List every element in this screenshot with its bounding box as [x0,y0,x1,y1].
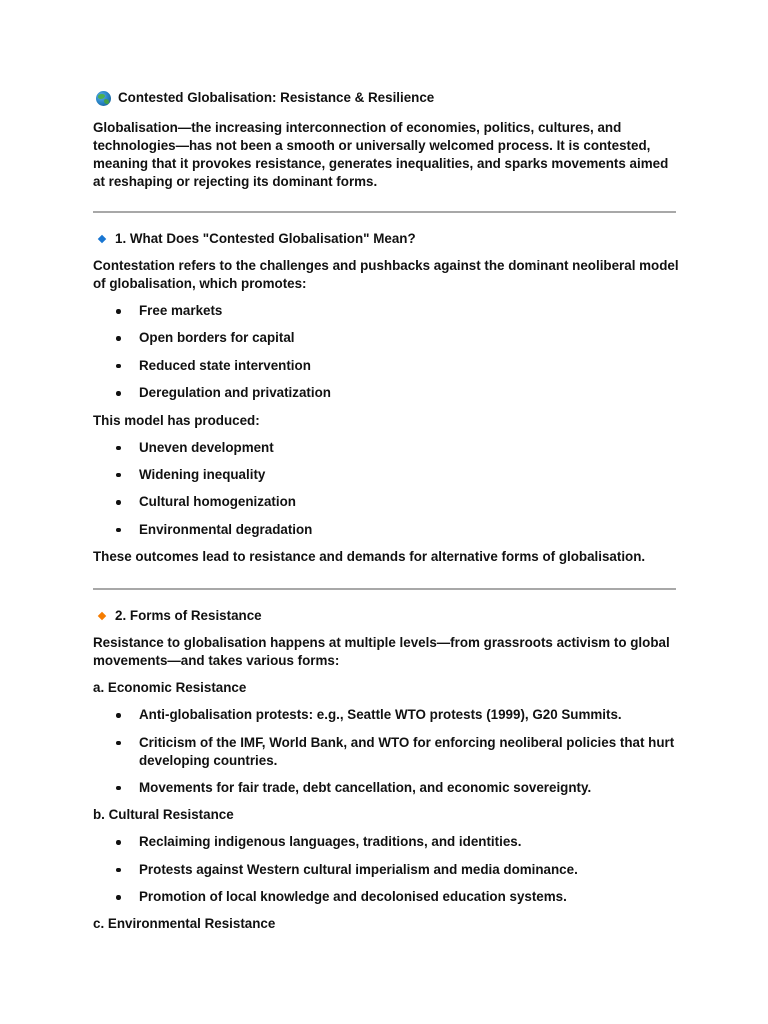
globe-icon [96,91,111,106]
list-item: Free markets [93,302,679,320]
list-item: Uneven development [93,439,679,457]
promotes-list [93,302,679,402]
economic-resistance-heading: a. Economic Resistance [93,680,247,696]
list-item: Protests against Western cultural imperialism and media dominance. [93,861,679,879]
section-divider [93,588,676,590]
blue-diamond-icon [98,235,106,243]
list-item: Cultural homogenization [93,493,679,511]
economic-list [93,706,679,797]
list-item: Anti-globalisation protests: e.g., Seattle WTO protests (1999), G20 Summits. [93,706,679,724]
list-item: Promotion of local knowledge and decolonised education systems. [93,888,679,906]
list-item: Deregulation and privatization [93,384,679,402]
section1-heading-row [93,230,679,248]
intro-paragraph: Globalisation—the increasing interconnection of economies, politics, cultures, and technologies—has not been a smooth or universally welcomed process. It is contested, meaning that it provokes resistance, generates inequalities, and sparks movements aimed at reshaping or rejecting its dominant forms. [93,120,669,189]
list-item: Reclaiming indigenous languages, traditions, and identities. [93,833,679,851]
document-title-row [93,88,679,108]
orange-diamond-icon [98,612,106,620]
list-item: Environmental degradation [93,521,679,539]
document-content [93,88,679,942]
list-item: Widening inequality [93,466,679,484]
list-item: Movements for fair trade, debt cancellation, and economic sovereignty. [93,779,679,797]
section1-paragraph-2: This model has produced: [93,412,260,428]
section2-heading: 2. Forms of Resistance [115,608,262,624]
cultural-list [93,833,679,906]
document-title: Contested Globalisation: Resistance & Resilience [118,90,435,105]
section1-heading: 1. What Does "Contested Globalisation" Mean? [115,231,416,246]
section2-heading-row [93,607,679,625]
produced-list [93,439,679,539]
list-item: Reduced state intervention [93,357,679,375]
section1-paragraph-1: Contestation refers to the challenges and pushbacks against the dominant neoliberal model of globalisation, which promotes: [93,258,679,291]
section1-paragraph-3: These outcomes lead to resistance and demands for alternative forms of globalisation. [93,549,646,565]
section-divider [93,211,676,213]
list-item: Open borders for capital [93,329,679,347]
list-item: Criticism of the IMF, World Bank, and WTO for enforcing neoliberal policies that hurt developing countries. [93,734,679,770]
environmental-resistance-heading: c. Environmental Resistance [93,916,276,932]
section2-paragraph-1: Resistance to globalisation happens at multiple levels—from grassroots activism to global movements—and takes various forms: [93,635,670,669]
cultural-resistance-heading: b. Cultural Resistance [93,807,234,823]
